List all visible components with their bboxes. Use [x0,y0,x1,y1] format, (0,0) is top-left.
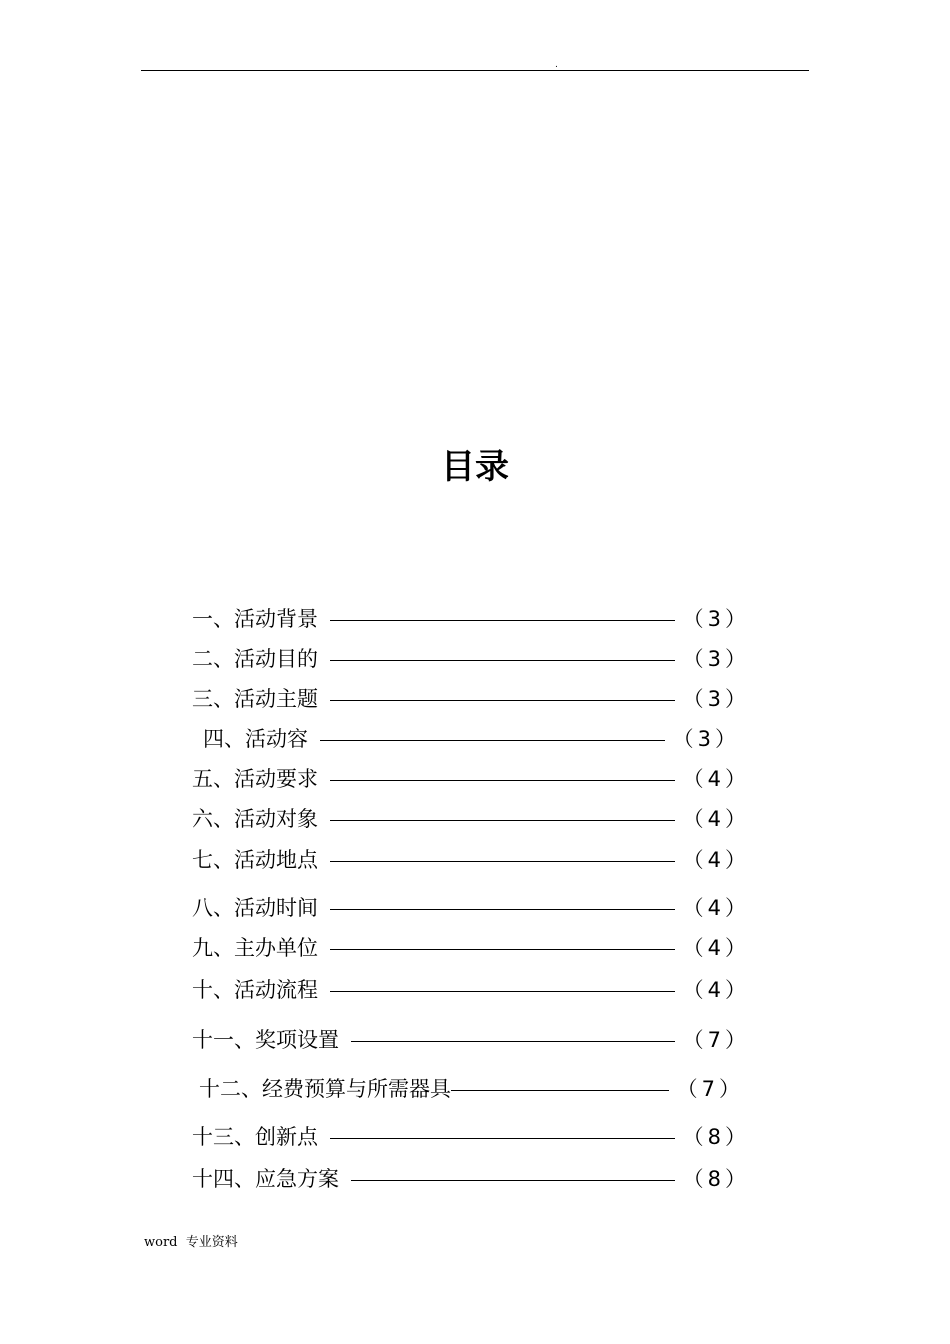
toc-entry-label: 十四、应急方案 [192,1167,339,1191]
toc-entry-label: 二、活动目的 [192,647,318,671]
toc-entry-page: （7） [682,1028,750,1052]
toc-entry-page: （4） [682,807,750,831]
toc-entry[interactable] [192,804,750,834]
toc-leader-line [330,909,675,910]
toc-entry-page: （3） [682,687,750,711]
toc-entry-page: （4） [682,936,750,960]
toc-leader-line [320,740,665,741]
toc-leader-line [330,780,675,781]
toc-leader-line [330,949,675,950]
toc-entry[interactable] [192,933,750,963]
toc-entry[interactable] [192,845,750,875]
toc-entry[interactable] [203,724,740,754]
toc-leader-line [330,1138,675,1139]
page-title: 目录 [441,447,509,487]
toc-entry[interactable] [192,764,750,794]
toc-entry-page: （4） [682,896,750,920]
footer-word: word [144,1235,178,1250]
toc-entry-label: 八、活动时间 [192,896,318,920]
toc-entry-page: （3） [682,647,750,671]
toc-entry[interactable] [192,684,750,714]
toc-entry[interactable] [192,975,750,1005]
toc-entry-page: （3） [672,727,740,751]
toc-leader-line [351,1180,675,1181]
header-mark: . [555,60,558,70]
toc-entry-label: 十二、经费预算与所需器具 [199,1077,451,1101]
page-footer [144,1234,238,1252]
toc-entry-label: 四、活动容 [203,727,308,751]
toc-entry-page: （8） [682,1125,750,1149]
toc-entry-label: 一、活动背景 [192,607,318,631]
toc-leader-line [330,861,675,862]
toc-entry[interactable] [192,893,750,923]
toc-entry-page: （4） [682,848,750,872]
toc-entry[interactable] [192,644,750,674]
toc-leader-line [451,1090,669,1091]
toc-entry-label: 十、活动流程 [192,978,318,1002]
toc-entry[interactable] [199,1074,744,1104]
toc-entry-page: （7） [676,1077,744,1101]
toc-entry-label: 七、活动地点 [192,848,318,872]
toc-entry-page: （4） [682,978,750,1002]
toc-entry-page: （4） [682,767,750,791]
toc-leader-line [330,991,675,992]
toc-leader-line [330,700,675,701]
toc-entry-label: 十三、创新点 [192,1125,318,1149]
toc-leader-line [330,820,675,821]
toc-leader-line [330,620,675,621]
toc-entry[interactable] [192,1122,750,1152]
toc-leader-line [330,660,675,661]
toc-entry[interactable] [192,1025,750,1055]
footer-text: 专业资料 [185,1235,238,1250]
toc-entry-page: （3） [682,607,750,631]
toc-entry-page: （8） [682,1167,750,1191]
toc-entry-label: 五、活动要求 [192,767,318,791]
toc-entry-label: 九、主办单位 [192,936,318,960]
toc-entry[interactable] [192,1164,750,1194]
toc-entry-label: 三、活动主题 [192,687,318,711]
toc-leader-line [351,1041,675,1042]
toc-entry-label: 十一、奖项设置 [192,1028,339,1052]
toc-entry[interactable] [192,604,750,634]
toc-entry-label: 六、活动对象 [192,807,318,831]
